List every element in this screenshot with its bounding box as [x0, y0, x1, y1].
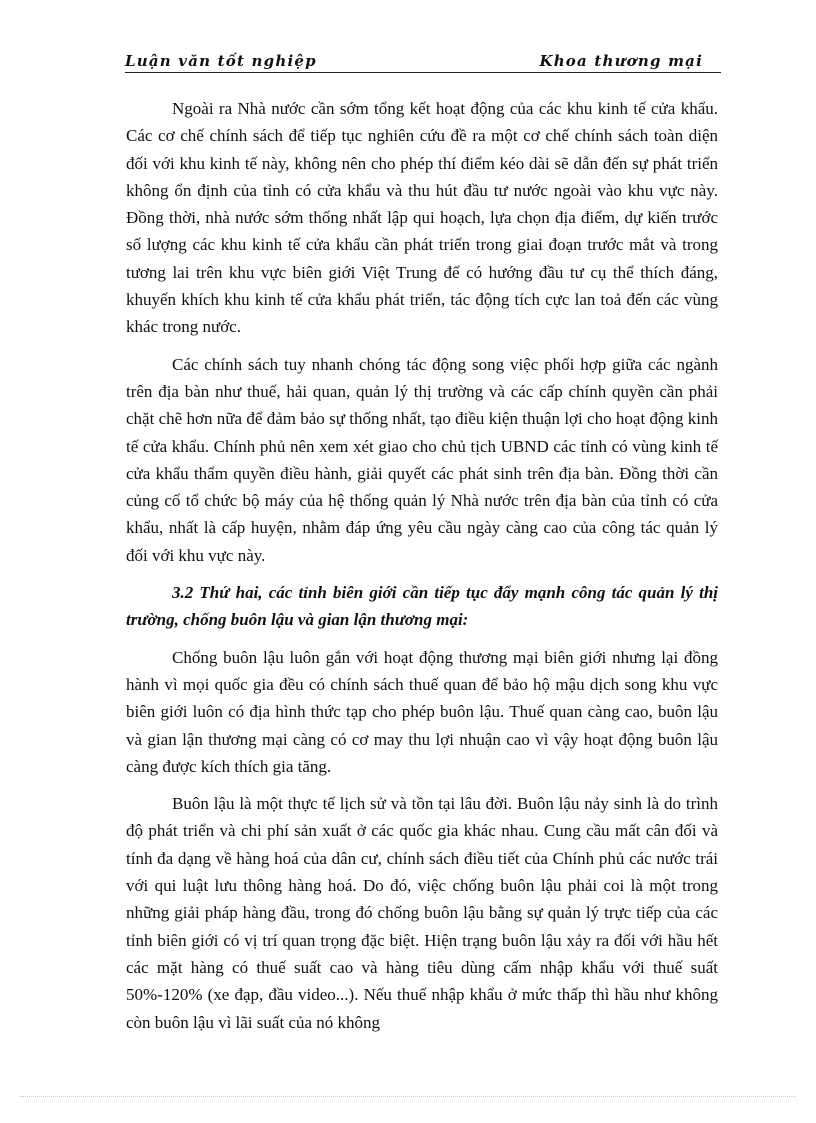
section-heading: 3.2 Thứ hai, các tỉnh biên giới cần tiếp tục đẩy mạnh công tác quản lý thị trường, chống buôn lậu và gian lận thương mại:	[126, 583, 718, 630]
header-thesis-label: Luận văn tốt nghiệp	[125, 52, 317, 70]
paragraph: Các chính sách tuy nhanh chóng tác động song việc phối hợp giữa các ngành trên địa bàn như thuế, hải quan, quản lý thị trường và các cấp chính quyền cần phải chặt chẽ hơn nữa để đảm bảo sự thống nhất, tạo điều kiện thuận lợi cho hoạt động kinh tế cửa khẩu. Chính phủ nên xem xét giao cho chủ tịch UBND các tỉnh có vùng kinh tế cửa khẩu thẩm quyền điều hành, giải quyết các phát sinh trên địa bàn. Đồng thời cần củng cố tổ chức bộ máy của hệ thống quản lý Nhà nước trên địa bàn của tỉnh có cửa khẩu, nhất là cấp huyện, nhằm đáp ứng yêu cầu ngày càng cao của công tác quản lý đối với khu vực này.	[126, 354, 718, 565]
paragraph: Ngoài ra Nhà nước cần sớm tổng kết hoạt động của các khu kinh tế cửa khẩu. Các cơ chế chính sách để tiếp tục nghiên cứu đề ra một cơ chế chính sách toàn diện đối với khu kinh tế này, không nên cho phép thí điểm kéo dài sẽ dẫn đến sự phát triển không ổn định của tỉnh có cửa khẩu và thu hút đầu tư nước ngoài vào khu vực này. Đồng thời, nhà nước sớm thống nhất lập qui hoạch, lựa chọn địa điểm, dự kiến trước số lượng các khu kinh tế cửa khẩu cần phát triển trong giai đoạn trước mắt và trong tương lai trên khu vực biên giới Việt Trung để có hướng đầu tư cụ thể thích đáng, khuyến khích khu kinh tế cửa khẩu phát triển, tác động tích cực lan toả đến các vùng khác trong nước.	[126, 99, 718, 337]
paragraph: Buôn lậu là một thực tế lịch sử và tồn tại lâu đời. Buôn lậu nảy sinh là do trình độ phát triển và chi phí sản xuất ở các quốc gia khác nhau. Cung cầu mất cân đối và tính đa dạng về hàng hoá của dân cư, chính sách điều tiết của Chính phủ các nước trái với qui luật lưu thông hàng hoá. Do đó, việc chống buôn lậu phải coi là một trong những giải pháp hàng đầu, trong đó chống buôn lậu bằng sự quản lý trực tiếp của các tỉnh biên giới có vị trí quan trọng đặc biệt. Hiện trạng buôn lậu xảy ra đối với hầu hết các mặt hàng có thuế suất cao và hàng tiêu dùng cấm nhập khẩu với thuế suất 50%-120% (xe đạp, đầu video...). Nếu thuế nhập khẩu ở mức thấp thì hầu như không còn buôn lậu vì lãi suất của nó không	[126, 794, 718, 1032]
paragraph: Chống buôn lậu luôn gắn với hoạt động thương mại biên giới nhưng lại đồng hành vì mọi quốc gia đều có chính sách thuế quan để bảo hộ mậu dịch song khu vực biên giới luôn có địa hình thức tạp cho phép buôn lậu. Thuế quan càng cao, buôn lậu và gian lận thương mại càng có cơ may thu lợi nhuận cao vì vậy hoạt động buôn lậu càng được kích thích gia tăng.	[126, 647, 718, 776]
document-body	[126, 95, 718, 1046]
header-faculty-label: Khoa thương mại	[539, 52, 703, 70]
page-footer-divider	[20, 1096, 796, 1097]
page-header	[125, 50, 721, 73]
